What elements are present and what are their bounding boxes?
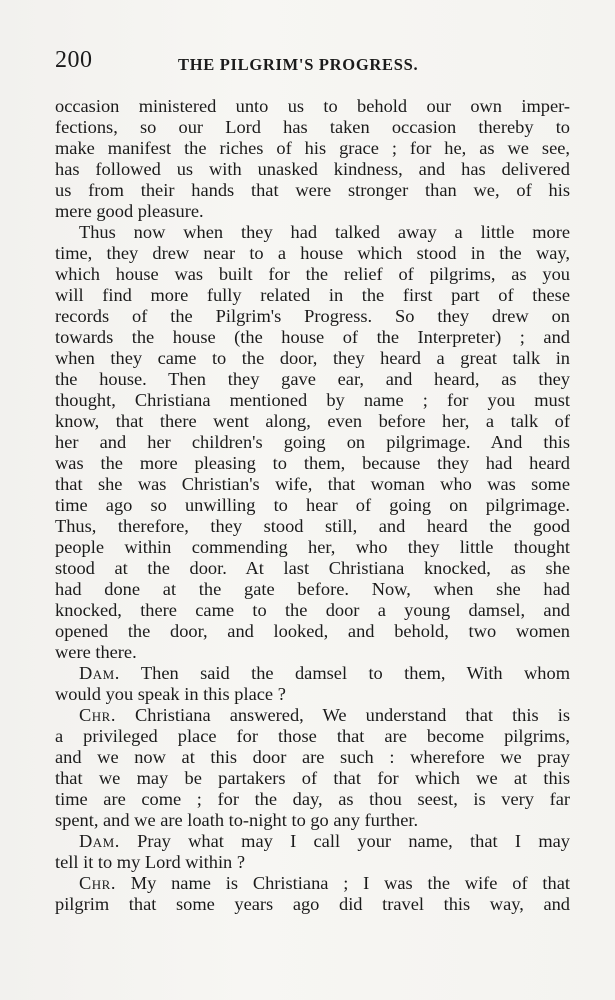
text-line (55, 369, 570, 390)
speaker-label: Chr. (79, 873, 116, 893)
line-text: towards the house (the house of the Interpreter) ; and (55, 327, 570, 347)
text-line (55, 327, 570, 348)
text-line (55, 264, 570, 285)
line-text: knocked, there came to the door a young damsel, and (55, 600, 570, 620)
text-line (55, 558, 570, 579)
line-text: spent, and we are loath to-night to go any further. (55, 810, 419, 830)
line-text: opened the door, and looked, and behold, two women (55, 621, 570, 641)
line-text: has followed us with unasked kindness, and has delivered (55, 159, 570, 179)
text-line (55, 705, 570, 726)
line-text: a privileged place for those that are become pilgrims, (55, 726, 570, 746)
text-line (55, 768, 570, 789)
line-text: and we now at this door are such : wherefore we pray (55, 747, 570, 767)
text-line (55, 432, 570, 453)
line-text: Christiana answered, We understand that this is (115, 705, 570, 725)
text-line (55, 642, 570, 663)
text-line (55, 621, 570, 642)
page-header (55, 47, 570, 81)
text-line (55, 537, 570, 558)
line-text: Thus, therefore, they stood still, and heard the good (55, 516, 570, 536)
line-text: fections, so our Lord has taken occasion thereby to (55, 117, 570, 137)
running-head: THE PILGRIM'S PROGRESS. (178, 55, 419, 74)
line-text: was the more pleasing to them, because they had heard (55, 453, 570, 473)
text-line (55, 222, 570, 243)
text-line (55, 516, 570, 537)
line-text: were there. (55, 642, 137, 662)
text-line (55, 873, 570, 894)
line-text: stood at the door. At last Christiana knocked, as she (55, 558, 570, 578)
text-line (55, 726, 570, 747)
line-text: had done at the gate before. Now, when she had (55, 579, 570, 599)
text-line (55, 684, 570, 705)
text-line (55, 789, 570, 810)
body-text (55, 96, 570, 915)
line-text: when they came to the door, they heard a great talk in (55, 348, 570, 368)
line-text: make manifest the riches of his grace ; for he, as we see, (55, 138, 570, 158)
text-line (55, 411, 570, 432)
line-text: people within commending her, who they little thought (55, 537, 570, 557)
text-line (55, 159, 570, 180)
speaker-label: Chr. (79, 705, 116, 725)
text-line (55, 663, 570, 684)
text-line (55, 495, 570, 516)
line-text: her and her children's going on pilgrimage. And this (55, 432, 570, 452)
text-line (55, 390, 570, 411)
line-text: us from their hands that were stronger than we, of his (55, 180, 570, 200)
text-line (55, 117, 570, 138)
line-text: thought, Christiana mentioned by name ; for you must (55, 390, 570, 410)
line-text: time are come ; for the day, as thou seest, is very far (55, 789, 570, 809)
text-line (55, 810, 570, 831)
line-text: Pray what may I call your name, that I may (119, 831, 570, 851)
text-line (55, 306, 570, 327)
text-line (55, 180, 570, 201)
text-line (55, 831, 570, 852)
text-line (55, 96, 570, 117)
text-line (55, 579, 570, 600)
line-text: mere good pleasure. (55, 201, 204, 221)
speaker-label: Dam. (79, 831, 120, 851)
text-line (55, 453, 570, 474)
text-line (55, 138, 570, 159)
text-line (55, 201, 570, 222)
line-text: time ago so unwilling to hear of going on pilgrimage. (55, 495, 570, 515)
text-line (55, 474, 570, 495)
text-line (55, 600, 570, 621)
line-text: My name is Christiana ; I was the wife of that (115, 873, 570, 893)
text-line (55, 348, 570, 369)
line-text: that she was Christian's wife, that woman who was some (55, 474, 570, 494)
text-line (55, 852, 570, 873)
line-text: that we may be partakers of that for which we at this (55, 768, 570, 788)
page-number: 200 (55, 47, 93, 73)
text-line (55, 894, 570, 915)
line-text: Thus now when they had talked away a little more (79, 222, 570, 242)
text-line (55, 747, 570, 768)
text-line (55, 243, 570, 264)
line-text: records of the Pilgrim's Progress. So they drew on (55, 306, 570, 326)
speaker-label: Dam. (79, 663, 120, 683)
line-text: pilgrim that some years ago did travel this way, and (55, 894, 570, 914)
line-text: tell it to my Lord within ? (55, 852, 246, 872)
line-text: will find more fully related in the first part of these (55, 285, 570, 305)
line-text: know, that there went along, even before her, a talk of (55, 411, 570, 431)
line-text: the house. Then they gave ear, and heard, as they (55, 369, 570, 389)
line-text: occasion ministered unto us to behold our own imper- (55, 96, 570, 116)
text-line (55, 285, 570, 306)
line-text: which house was built for the relief of pilgrims, as you (55, 264, 570, 284)
line-text: Then said the damsel to them, With whom (119, 663, 570, 683)
line-text: time, they drew near to a house which stood in the way, (55, 243, 570, 263)
line-text: would you speak in this place ? (55, 684, 286, 704)
